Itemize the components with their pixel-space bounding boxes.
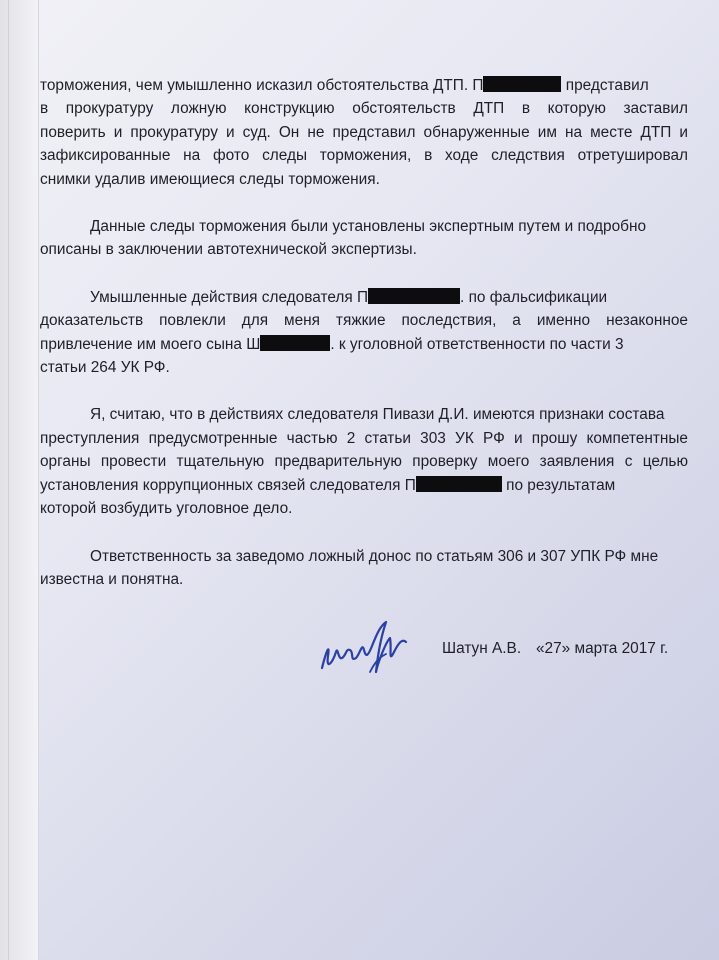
- paragraph-2-line-1: Данные следы торможения были установлены экспертным путем и подробно: [90, 218, 647, 236]
- paragraph-4-line-3: органы провести тщательную предварительную проверку моего заявления с целью: [40, 453, 688, 471]
- page-edge: [0, 0, 39, 960]
- signature-date: «27» марта 2017 г.: [536, 640, 669, 657]
- paragraph-5-line-1: Ответственность за заведомо ложный донос по статьям 306 и 307 УПК РФ мне: [90, 547, 659, 565]
- paragraph-1-line-2: в прокуратуру ложную конструкцию обстоятельств ДТП в которую заставил: [40, 100, 688, 118]
- paragraph-4-line-5: которой возбудить уголовное дело.: [40, 500, 293, 518]
- redaction-block: [368, 288, 460, 304]
- paragraph-2: [40, 215, 688, 262]
- handwritten-signature: [316, 612, 416, 692]
- paragraph-4-line-4: установления коррупционных связей следователя П по результатам: [40, 476, 616, 494]
- paragraph-3-line-3: привлечение им моего сына Ш . к уголовной ответственности по части 3: [40, 335, 624, 353]
- paragraph-1-line-5: снимки удалив имеющиеся следы торможения.: [40, 170, 380, 188]
- paragraph-3-line-4: статьи 264 УК РФ.: [40, 359, 170, 377]
- paragraph-3-line-1: Умышленные действия следователя П . по фальсификации: [90, 288, 608, 306]
- signer-name: Шатун А.В.: [442, 640, 522, 657]
- paragraph-5: [40, 545, 688, 592]
- paragraph-1-line-1: торможения, чем умышленно исказил обстоятельства ДТП. П представил: [40, 77, 649, 94]
- paragraph-4: [40, 403, 688, 520]
- paragraph-3-line-2: доказательств повлекли для меня тяжкие последствия, а именно незаконное: [40, 312, 688, 330]
- document-body: [40, 74, 688, 615]
- paragraph-1-line-4: зафиксированные на фото следы торможения, в ходе следствия отретушировал: [40, 147, 688, 165]
- paragraph-1-line-3: поверить и прокуратуру и суд. Он не представил обнаруженные им на месте ДТП и: [40, 123, 688, 141]
- paragraph-1: [40, 74, 688, 191]
- redaction-block: [416, 476, 502, 492]
- redaction-block: [483, 76, 561, 92]
- paragraph-4-line-1: Я, считаю, что в действиях следователя Пивази Д.И. имеются признаки состава: [90, 406, 665, 424]
- signature-row: [316, 612, 686, 692]
- paragraph-4-line-2: преступления предусмотренные частью 2 статьи 303 УК РФ и прошу компетентные: [40, 429, 688, 447]
- paragraph-3: [40, 286, 688, 380]
- redaction-block: [260, 335, 330, 351]
- paragraph-2-line-2: описаны в заключении автотехнической экспертизы.: [40, 241, 417, 259]
- paragraph-5-line-2: известна и понятна.: [40, 570, 184, 588]
